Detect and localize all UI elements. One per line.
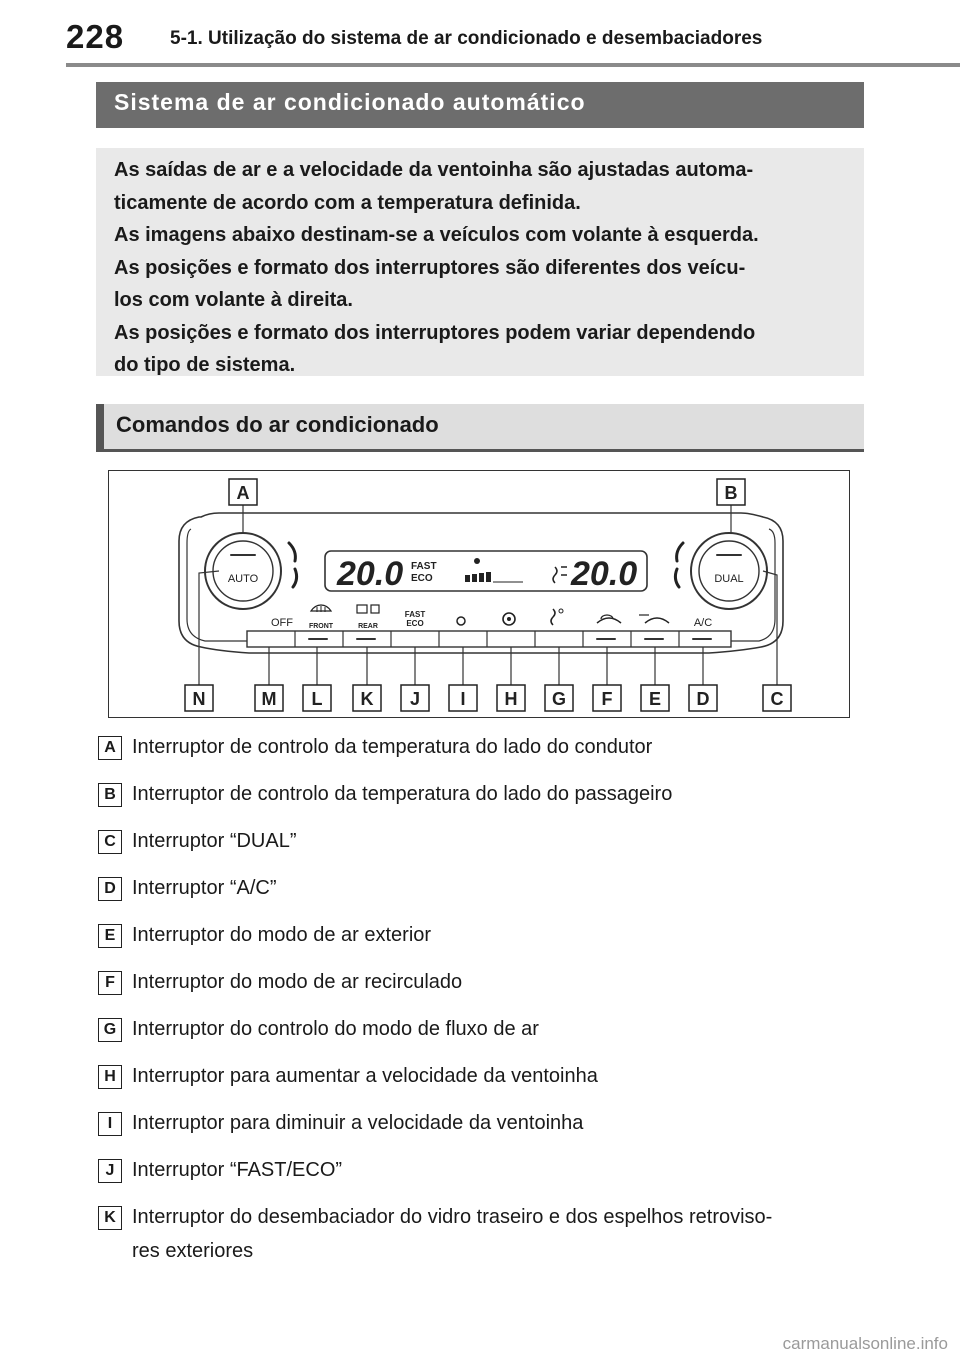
callout-l [303,685,331,711]
callout-c [763,685,791,711]
callout-n [185,685,213,711]
svg-text:N: N [192,689,206,709]
dual-dial[interactable] [691,533,767,609]
front-label: FRONT [308,623,334,630]
right-dial-indicator [675,543,683,587]
svg-text:L: L [311,689,323,709]
page-number: 228 [66,18,125,55]
legend-text: Interruptor “DUAL” [132,830,297,852]
callout-leaders [199,505,777,685]
left-dial-indicator [289,543,297,587]
svg-text:M: M [261,689,277,709]
legend-item [98,1198,878,1268]
legend-badge: H [98,1065,122,1089]
fast-label: FAST [404,610,426,619]
dual-label: DUAL [714,573,744,585]
legend-item [98,1010,878,1057]
intro-line: As imagens abaixo destinam-se a veículos com volante à esquerda. [114,224,759,246]
svg-text:A: A [236,483,250,503]
outside-air-icon [639,615,669,623]
display-eco: ECO [411,573,433,584]
ac-panel-drawing [109,471,851,719]
legend-text: Interruptor “A/C” [132,877,277,899]
fan-down-icon [457,617,465,625]
svg-text:G: G [551,689,567,709]
ac-label: A/C [693,617,713,629]
legend-badge: A [98,736,122,760]
off-label: OFF [271,617,293,629]
legend-text: Interruptor para diminuir a velocidade da ventoinha [132,1112,584,1134]
svg-text:B: B [724,483,738,503]
legend-badge: B [98,783,122,807]
legend-text: Interruptor “FAST/ECO” [132,1159,343,1181]
svg-text:I: I [460,689,466,709]
svg-text:D: D [696,689,710,709]
intro-box [96,148,864,376]
button-strip [247,631,731,647]
intro-line: As posições e formato dos interruptores podem variar dependendo [114,321,756,344]
legend-badge: D [98,877,122,901]
callout-f [593,685,621,711]
legend-text-line: res exteriores [132,1240,254,1262]
legend-list [98,728,878,1268]
svg-text:F: F [601,689,613,709]
legend-item [98,963,878,1010]
legend-badge: G [98,1018,122,1042]
legend-item [98,1151,878,1198]
watermark[interactable]: carmanualsonline.info [782,1334,948,1353]
legend-badge: I [98,1112,122,1136]
display-screen [325,551,647,593]
display-fast: FAST [411,561,437,572]
callout-i [449,685,477,711]
eco-label: ECO [406,619,424,628]
intro-line: As saídas de ar e a velocidade da ventoinha são ajustadas automa- [114,159,754,181]
legend-item [98,869,878,916]
callout-g [545,685,573,711]
legend-badge: K [98,1206,122,1230]
legend-text: Interruptor para aumentar a velocidade da ventoinha [132,1065,598,1087]
intro-line: do tipo de sistema. [114,354,296,376]
callout-b [717,479,745,505]
airflow-mode-icon [551,609,563,625]
legend-text: Interruptor do modo de ar recirculado [132,971,463,993]
callout-k [353,685,381,711]
intro-line: los com volante à direita. [114,289,353,311]
callout-m [255,685,283,711]
left-temp-readout: 20.0 [337,555,404,593]
legend-item [98,1057,878,1104]
rear-defrost-icon [357,605,379,613]
callout-h [497,685,525,711]
svg-text:K: K [360,689,374,709]
legend-badge: J [98,1159,122,1183]
callout-a [229,479,257,505]
legend-text: Interruptor do modo de ar exterior [132,924,432,946]
auto-label: AUTO [227,573,259,585]
callout-j [401,685,429,711]
legend-text: Interruptor de controlo da temperatura do lado do passageiro [132,783,673,805]
right-temp-readout: 20.0 [571,555,638,593]
svg-text:C: C [770,689,784,709]
legend-item [98,728,878,775]
legend-badge: C [98,830,122,854]
legend-item [98,822,878,869]
svg-text:J: J [409,689,421,709]
callout-e [641,685,669,711]
section-title: 5-1. Utilização do sistema de ar condicionado e desembaciadores [170,28,763,49]
legend-text: Interruptor de controlo da temperatura do lado do condutor [132,736,653,758]
header-rule [66,63,960,67]
legend-item [98,916,878,963]
banner-automatic-ac: Sistema de ar condicionado automático [96,82,864,128]
callout-d [689,685,717,711]
legend-item [98,775,878,822]
legend-badge: F [98,971,122,995]
fan-up-icon [503,613,515,625]
legend-badge: E [98,924,122,948]
rear-label: REAR [358,623,378,630]
legend-text-line: Interruptor do desembaciador do vidro traseiro e dos espelhos retroviso- [132,1206,773,1228]
legend-text: Interruptor do controlo do modo de fluxo de ar [132,1018,539,1040]
intro-line: ticamente de acordo com a temperatura definida. [114,191,581,214]
banner-ac-controls: Comandos do ar condicionado [96,404,864,452]
front-defrost-icon [311,605,331,612]
recirculate-icon [597,615,621,623]
svg-text:H: H [504,689,518,709]
ac-control-panel-figure [108,470,850,718]
display-fan-icon [474,558,480,564]
legend-item [98,1104,878,1151]
intro-line: As posições e formato dos interruptores são diferentes dos veícu- [114,256,746,279]
svg-text:E: E [648,689,662,709]
legend-text [132,1198,772,1268]
page-header [0,0,960,70]
